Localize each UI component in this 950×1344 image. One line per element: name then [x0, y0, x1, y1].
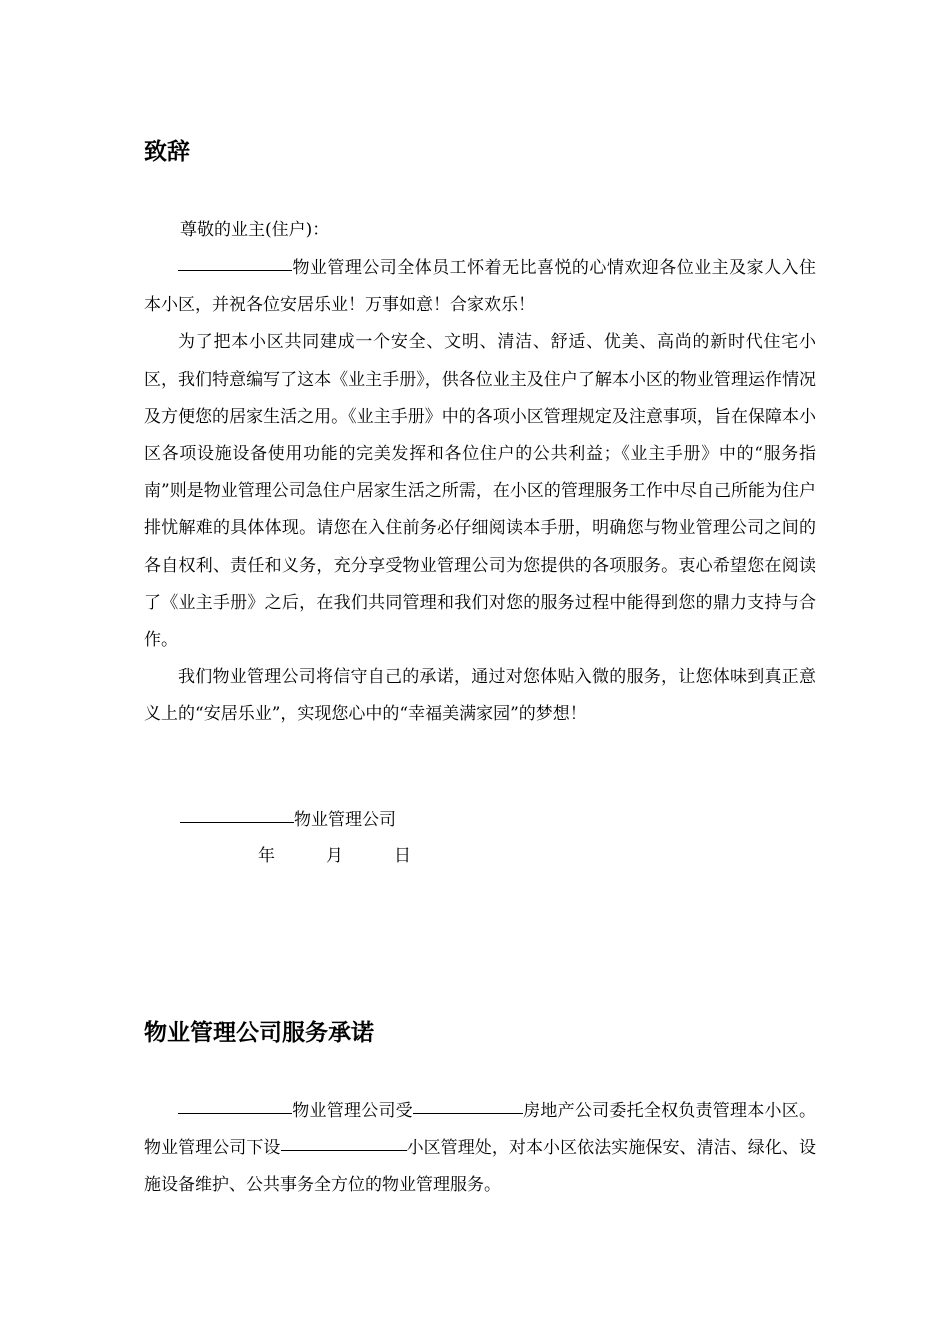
blank-real-estate-company	[413, 1112, 523, 1114]
blank-management-office	[281, 1149, 407, 1151]
welcome-paragraph-2: 为了把本小区共同建成一个安全、文明、清洁、舒适、优美、高尚的新时代住宅小区，我们特意编写了这本《业主手册》，供各位业主及住户了解本小区的物业管理运作情况及方便您的居家生活之用。《业主手册》中的各项小区管理规定及注意事项，旨在保障本小区各项设施设备使用功能的完美发挥和各位住户的公共利益；《业主手册》中的“服务指南”则是物业管理公司急住户居家生活之所需，在小区的管理服务工作中尽自己所能为住户排忧解难的具体体现。请您在入住前务必仔细阅读本手册，明确您与物业管理公司之间的各自权利、责任和义务，充分享受物业管理公司为您提供的各项服务。衷心希望您在阅读了《业主手册》之后，在我们共同管理和我们对您的服务过程中能得到您的鼎力支持与合作。	[144, 332, 816, 651]
section-title-commitment: 物业管理公司服务承诺	[144, 1020, 374, 1046]
date-month: 月	[326, 846, 343, 866]
date-year: 年	[258, 846, 275, 866]
commitment-text-a: 物业管理公司受	[292, 1101, 413, 1121]
commitment-body	[144, 1093, 816, 1205]
welcome-body	[144, 250, 816, 734]
signature-line	[180, 808, 396, 832]
date-day: 日	[394, 846, 411, 866]
blank-property-company	[178, 1112, 292, 1114]
commitment-text-b: 房地产公司委托全权负责管理本小区。物业管理公司下设	[144, 1101, 817, 1159]
welcome-paragraph-1-text: 物业管理公司全体员工怀着无比喜悦的心情欢迎各位业主及家人入住本小区，并祝各位安居乐业！万事如意！合家欢乐！	[144, 258, 816, 316]
greeting: 尊敬的业主(住户)：	[180, 220, 330, 240]
section-title-welcome: 致辞	[144, 139, 190, 165]
welcome-paragraph-3: 我们物业管理公司将信守自己的承诺，通过对您体贴入微的服务，让您体味到真正意义上的“安居乐业”，实现您心中的“幸福美满家园”的梦想！	[144, 667, 816, 725]
commitment-paragraph	[144, 1093, 816, 1205]
signature-company: 物业管理公司	[294, 810, 396, 830]
welcome-paragraph-1	[144, 250, 816, 324]
blank-company-name	[178, 269, 292, 271]
blank-signature-company	[180, 821, 294, 823]
commitment-text-c: 小区管理处，对本小区依法实施保安、清洁、绿化、设施设备维护、公共事务全方位的物业管理服务。	[144, 1138, 816, 1196]
